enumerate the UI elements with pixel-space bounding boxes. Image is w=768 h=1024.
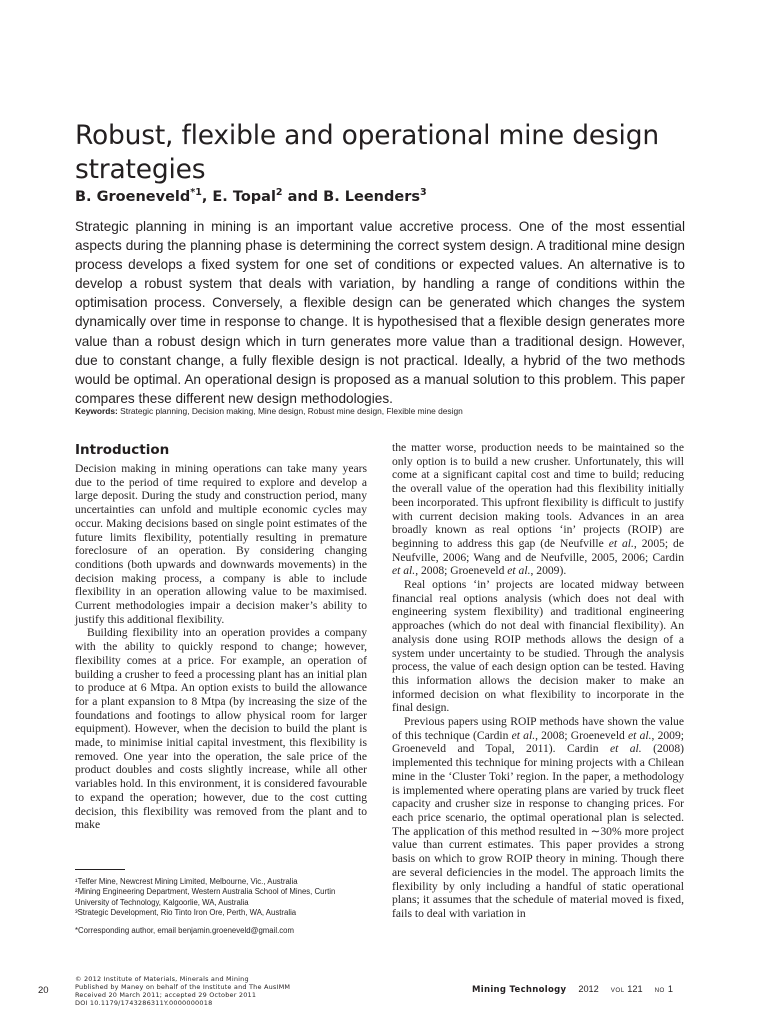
body-column-right [392,441,684,921]
issue-number: 1 [667,984,673,994]
citation-etal: et al. [392,564,416,578]
text-run: Previous papers using ROIP methods have shown the value of this technique (Cardin [392,715,684,742]
text-run: , 2009; Groeneveld and Topal, 2011). Cardin [392,728,684,756]
footnote-divider [75,869,125,870]
keywords-text: Strategic planning, Decision making, Mine design, Robust mine design, Flexible mine design [117,406,463,416]
corresponding-author: *Corresponding author, email benjamin.groeneveld@gmail.com [75,926,294,936]
keywords [75,405,685,417]
volume-number: 121 [627,984,643,994]
citation-etal: et al. [608,536,634,550]
section-heading-introduction: Introduction [75,442,170,458]
text-run: , 2008; Groeneveld [415,564,508,578]
text-run: the matter worse, production needs to be maintained so the only option is to build a new crusher. Unfortunately, this will come at a significant capital cost and time to build; reducing the overall value of the operation had this flexibility initially been incorporated. This upfront flexibility is difficult to justify with current decision making tools. Advances in an area broadly known as real options ‘in’ projects (ROIP) are beginning to address this gap (de Neufville [392,441,684,550]
doi-line: DOI 10.1179/1743286311Y.0000000018 [75,998,213,1007]
text-run: (2008) implemented this technique for mining projects with a Chilean mine in the ‘Cluster Toki’ region. In the paper, a methodology is implemented where operating plans are varied by truck fleet capacity and crusher size in response to changing prices. For each price scenario, the optimal operational plan is selected. The application of this method resulted in ∼30% more project value than current estimates. This paper provides a strong basis on which to grow ROIP theory in mining. Though there are several deficiencies in the model. The approach limits the flexibility by only including a handful of static operational plans; it assumes that the schedule of material moved is fixed, fails to deal with variation in [392,742,685,920]
citation-etal: et al. [507,564,531,578]
copyright-block [75,976,375,1008]
body-column-left [75,462,367,832]
journal-info [472,984,688,995]
received-line: Received 20 March 2011; accepted 29 October 2011 [75,990,257,999]
volume-label: VOL [610,987,625,994]
abstract: Strategic planning in mining is an important value accretive process. One of the most essential aspects during the planning phase is determining the correct system design. A traditional mine design process develops a fixed system for one set of conditions or expected values. An alternative is to develop a robust system that deals with variation, by handling a range of conditions within the optimisation process. Conversely, a flexible design can be generated which changes the system dynamically over time in response to change. It is hypothesised that a flexible design generates more value than a robust design which in turn generates more value than a traditional design. However, due to constant change, a fully flexible design is not practical. Ideally, a hybrid of the two methods would be optimal. An operational design is proposed as a manual solution to this problem. This paper compares these different new design methodologies. [75,219,685,406]
author-name: E. Topal [212,188,276,205]
copyright-line: © 2012 Institute of Materials, Minerals and Mining [75,975,249,983]
body-paragraph [392,715,684,921]
author-separator: and [282,188,324,205]
author-name: B. Leenders [323,188,420,205]
journal-name: Mining Technology [472,985,567,995]
body-paragraph: Real options ‘in’ projects are located midway between financial real options analysis (which does not deal with engineering system flexibility) and traditional engineering approaches (which do not deal with financial flexibility). An analysis done using ROIP methods allows the design of a system under uncertainty to be studied. Through the analysis process, the value of each design option can be tested. Having this information allows the decision maker to make an informed decision on what flexibility to incorporate in the final design. [392,578,684,715]
text-run: , 2008; Groeneveld [535,728,629,742]
author-line [75,183,715,207]
publisher-line: Published by Maney on behalf of the Institute and The AusIMM [75,982,291,991]
body-paragraph [392,441,684,578]
footnote-affiliation: ²Mining Engineering Department, Western Australia School of Mines, Curtin University of Technology, Kalgoorlie, WA, Australia [75,887,336,907]
journal-year: 2012 [578,984,599,994]
article-title: Robust, flexible and operational mine design strategies [75,119,659,185]
text-run: , 2005; de Neufville, 2006; Wang and de Neufville, 2005, 2006; Cardin [392,536,684,564]
author-name: B. Groeneveld [75,188,191,205]
text-run: , 2009). [530,564,567,578]
body-paragraph: Decision making in mining operations can take many years due to the period of time required to explore and develop a large deposit. During the study and construction period, many uncertainties can unfold and multiple economic cycles may occur. Making decisions based on single point estimates of the future limits flexibility, potentially resulting in premature foreclosure of an operation. By considering changing conditions (both upwards and downwards movements) in the decision making process, a company is able to include flexibility in an operation allowing value to be maximised. Current methodologies impair a decision maker’s ability to justify this additional flexibility. [75,462,367,626]
citation-etal: et al. [511,728,536,742]
citation-etal: et al. [609,742,642,756]
affiliation-mark: 2 [275,187,283,198]
body-paragraph: Building flexibility into an operation provides a company with the ability to quickly respond to change; however, flexibility comes at a price. For example, an operation of building a crusher to feed a processing plant has an initial plan to produce at 6 Mtpa. An option exists to build the allowance for a plant expansion to 8 Mtpa (by increasing the size of the foundations and footings to allow physical room for larger equipment). However, when the decision to build the plant is made, to minimise initial capital investment, this flexibility is removed. One year into the operation, the sale price of the product doubles and costs slightly increase, while all other variables hold. In this environment, it is considered favourable to expand the operation; however, due to the cost cutting decision, this flexibility was removed from the plant and to make [75,626,367,832]
citation-etal: et al. [628,728,652,742]
footnote-affiliation: ³Strategic Development, Rio Tinto Iron Ore, Perth, WA, Australia [75,907,297,917]
author-separator: , [201,188,213,205]
footnotes [75,877,371,936]
page-number: 20 [38,985,49,996]
affiliation-mark: 3 [419,187,427,198]
affiliation-mark: *1 [190,187,202,198]
keywords-label: Keywords: [75,406,118,416]
footnote-affiliation: ¹Telfer Mine, Newcrest Mining Limited, Melbourne, Vic., Australia [75,877,298,886]
issue-label: NO [654,987,665,994]
